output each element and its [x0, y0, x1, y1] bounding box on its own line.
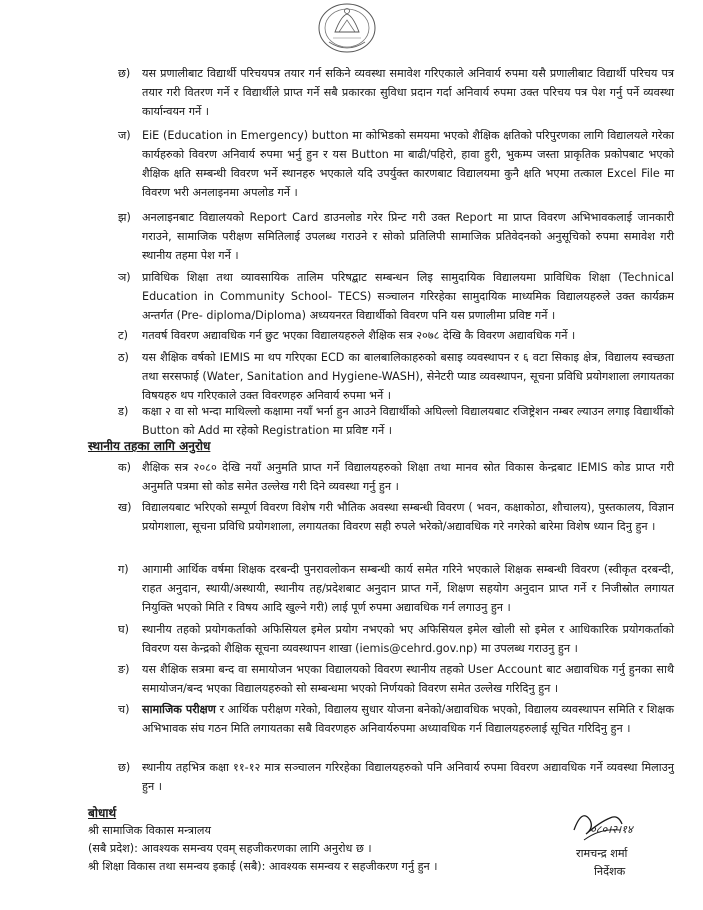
item-text: प्राविधिक शिक्षा तथा व्यावसायिक तालिम परिषद्बाट सम्बन्धन लिइ सामुदायिक विद्यालयमा प्राविधिक शिक्षा (Technical Education in Community School- TECS) सञ्चालन गरिरहेका सामुदायिक माध्यमिक विद्यालयहरुले उक्त कार्यक्रम अन्तर्गत (Pre- diploma/Diploma) अध्ययनरत विद्यार्थीको विवरण पनि यस प्रणालीमा प्रविष्ट गर्ने ।	[142, 271, 674, 322]
signature-date: ०८०।२।१४	[590, 823, 633, 836]
item-text: शैक्षिक सत्र २०८० देखि नयाँ अनुमति प्राप्त गर्ने विद्यालयहरुको शिक्षा तथा मानव स्रोत विकास केन्द्रबाट IEMIS कोड प्राप्त गरी अनुमति पत्रमा सो कोड समेत उल्लेख गरी दिने व्यवस्था गर्नु हुन ।	[142, 461, 674, 493]
list-item	[118, 348, 678, 406]
item-text: अनलाइनबाट विद्यालयको Report Card डाउनलोड गरेर प्रिन्ट गरी उक्त Report मा प्राप्त विवरण अभिभावकलाई जानकारी गराउने, सामाजिक परीक्षण समितिलाई उपलब्ध गराउने र सोको प्रतिलिपी सामाजिक प्रतिवेदनको अनुसूचिको रुपमा समावेश गरी स्थानीय तहमा पेश गर्ने ।	[142, 211, 674, 262]
list-item	[118, 64, 678, 124]
list-item	[118, 498, 678, 556]
list-item	[118, 560, 678, 618]
item-marker: घ)	[118, 623, 129, 636]
item-text-rest: र आर्थिक परीक्षण गरेको, विद्यालय सुधार योजना बनेको/अद्यावधिक भएको, विद्यालय व्यवस्थापन समिति र शिक्षक अभिभावक संघ गठन मिति लगायतका सबै विवरणहरु अनिवार्यरुपमा अध्यावधिक गर्न विद्यालयहरुलाई सूचित गरिदिनु हुन ।	[142, 703, 674, 735]
item-marker: क)	[118, 461, 131, 474]
item-marker: झ)	[118, 211, 131, 224]
list-item	[118, 758, 678, 796]
item-text: EiE (Education in Emergency) button मा कोभिडको समयमा भएको शैक्षिक क्षतिको परिपुरणका लागि विद्यालयले गरेका कार्यहरुको विवरण अनिवार्य रुपमा भर्नु हुन र यस Button मा बाढी/पहिरो, हावा हुरी, भुकम्प जस्ता प्राकृतिक प्रकोपबाट भएको शैक्षिक क्षति सम्बन्धी विवरण भर्ने स्थानहरु भएकाले यदि उपर्युक्त कारणबाट विद्यालयमा कुनै क्षति भएमा तत्काल Excel File मा विवरण भरी अनलाइनमा अपलोड गर्ने ।	[142, 129, 674, 199]
copy-line: (सबै प्रदेश): आवश्यक समन्वय एवम् सहजीकरणका लागि अनुरोध छ ।	[88, 842, 372, 855]
bold-phrase: सामाजिक परीक्षण	[142, 703, 216, 716]
list-item	[118, 326, 678, 346]
item-text: यस प्रणालीबाट विद्यार्थी परिचयपत्र तयार गर्न सकिने व्यवस्था समावेश गरिएकाले अनिवार्य रुपमा यसै प्रणालीबाट विद्यार्थी परिचय पत्र तयार गरी वितरण गर्ने र विद्यार्थीले प्राप्त गर्ने सबै प्रकारका सुविधा प्रदान गर्दा अनिवार्य रुपमा उक्त परिचय पत्र पेश गर्नु पर्ने व्यवस्था कार्यान्वयन गर्ने ।	[142, 67, 674, 118]
list-item	[118, 660, 678, 698]
copy-heading: बोधार्थ	[88, 806, 117, 820]
list-item	[118, 458, 678, 496]
item-marker: ख)	[118, 501, 132, 514]
signatory-name: रामचन्द्र शर्मा	[576, 847, 628, 860]
list-item	[118, 126, 678, 204]
item-marker: ञ)	[118, 271, 131, 284]
signatory-designation: निर्देशक	[594, 865, 626, 878]
item-text: गतवर्ष विवरण अद्यावधिक गर्न छुट भएका विद्यालयहरुले शैक्षिक सत्र २०७८ देखि कै विवरण अद्यावधिक गर्ने ।	[142, 329, 576, 342]
item-marker: ग)	[118, 563, 129, 576]
section-heading: स्थानीय तहका लागि अनुरोध	[88, 439, 211, 453]
list-item	[118, 208, 678, 268]
item-marker: छ)	[118, 67, 131, 80]
item-text	[142, 700, 674, 738]
item-marker: च)	[118, 703, 130, 716]
item-text: आगामी आर्थिक वर्षमा शिक्षक दरबन्दी पुनरावलोकन सम्बन्धी कार्य समेत गरिने भएकाले शिक्षक सम्बन्धी विवरण (स्वीकृत दरबन्दी, राहत अनुदान, स्थायी/अस्थायी, स्थानीय तह/प्रदेशबाट अनुदान प्राप्त गर्ने, शिक्षण सहयोग अनुदान प्राप्त गर्ने र निजीस्रोत लगायत नियुक्ति भएको मिति र विषय आदि खुल्ने गरी) लाई पूर्ण रुपमा अद्यावधिक गर्न लगाउनु हुन ।	[142, 563, 674, 614]
list-item	[118, 700, 678, 758]
copy-line: श्री शिक्षा विकास तथा समन्वय इकाई (सबै): आवश्यक समन्वय र सहजीकरण गर्नु हुन ।	[88, 860, 438, 873]
item-marker: छ)	[118, 761, 131, 774]
item-text: स्थानीय तहभित्र कक्षा ११-१२ मात्र सञ्चालन गरिरहेका विद्यालयहरुको पनि अनिवार्य रुपमा विवरण अद्यावधिक गर्ने व्यवस्था मिलाउनु हुन ।	[142, 761, 674, 793]
item-marker: ड)	[118, 405, 129, 418]
list-item	[118, 620, 678, 658]
item-marker: ट)	[118, 329, 129, 342]
item-text: विद्यालयबाट भरिएको सम्पूर्ण विवरण विशेष गरी भौतिक अवस्था सम्बन्धी विवरण ( भवन, कक्षाकोठा, शौचालय), पुस्तकालय, विज्ञान प्रयोगशाला, सूचना प्रविधि प्रयोगशाला, लगायतका विवरण सही रुपले भरेको/अद्यावधिक गरे नगरेको बारेमा विशेष ध्यान दिनु हुन ।	[142, 501, 674, 533]
item-marker: ङ)	[118, 663, 130, 676]
government-emblem-icon	[315, 2, 379, 58]
list-item	[118, 402, 678, 440]
item-text: यस शैक्षिक वर्षको IEMIS मा थप गरिएका ECD का बालबालिकाहरुको बसाइ व्यवस्थापन र ६ वटा सिकाइ क्षेत्र, विद्यालय स्वच्छता तथा सरसफाई (Water, Sanitation and Hygiene-WASH), सेनेटरी प्याड व्यवस्थापन, सूचना प्रविधि प्रयोगशाला लगायतका विषयहरु थप गरिएकाले उक्त विवरणहरु अनिवार्य रुपमा भर्ने ।	[142, 351, 674, 402]
item-text: यस शैक्षिक सत्रमा बन्द वा समायोजन भएका विद्यालयको विवरण स्थानीय तहको User Account बाट अद्यावधिक गर्नु हुनका साथै समायोजन/बन्द भएका विद्यालयहरुको सो सम्बन्धमा भएको निर्णयको विवरण समेत उल्लेख गरिदिनु हुन ।	[142, 663, 674, 695]
item-text: कक्षा २ वा सो भन्दा माथिल्लो कक्षामा नयाँ भर्ना हुन आउने विद्यार्थीको अघिल्लो विद्यालयबाट रजिष्ट्रेशन नम्बर ल्याउन लगाइ विद्यार्थीको Button को Add मा रहेको Registration मा प्रविष्ट गर्ने ।	[142, 405, 674, 437]
list-item	[118, 268, 678, 328]
item-text: स्थानीय तहको प्रयोगकर्ताको अफिसियल इमेल प्रयोग नभएको भए अफिसियल इमेल खोली सो इमेल र आधिकारिक प्रयोगकर्ताको विवरण यस केन्द्रको शैक्षिक सूचना व्यवस्थापन शाखा (iemis@cehrd.gov.np) मा उपलब्ध गराउनु हुन ।	[142, 623, 674, 655]
item-marker: ठ)	[118, 351, 129, 364]
item-marker: ज)	[118, 129, 131, 142]
copy-line: श्री सामाजिक विकास मन्त्रालय	[88, 824, 211, 837]
